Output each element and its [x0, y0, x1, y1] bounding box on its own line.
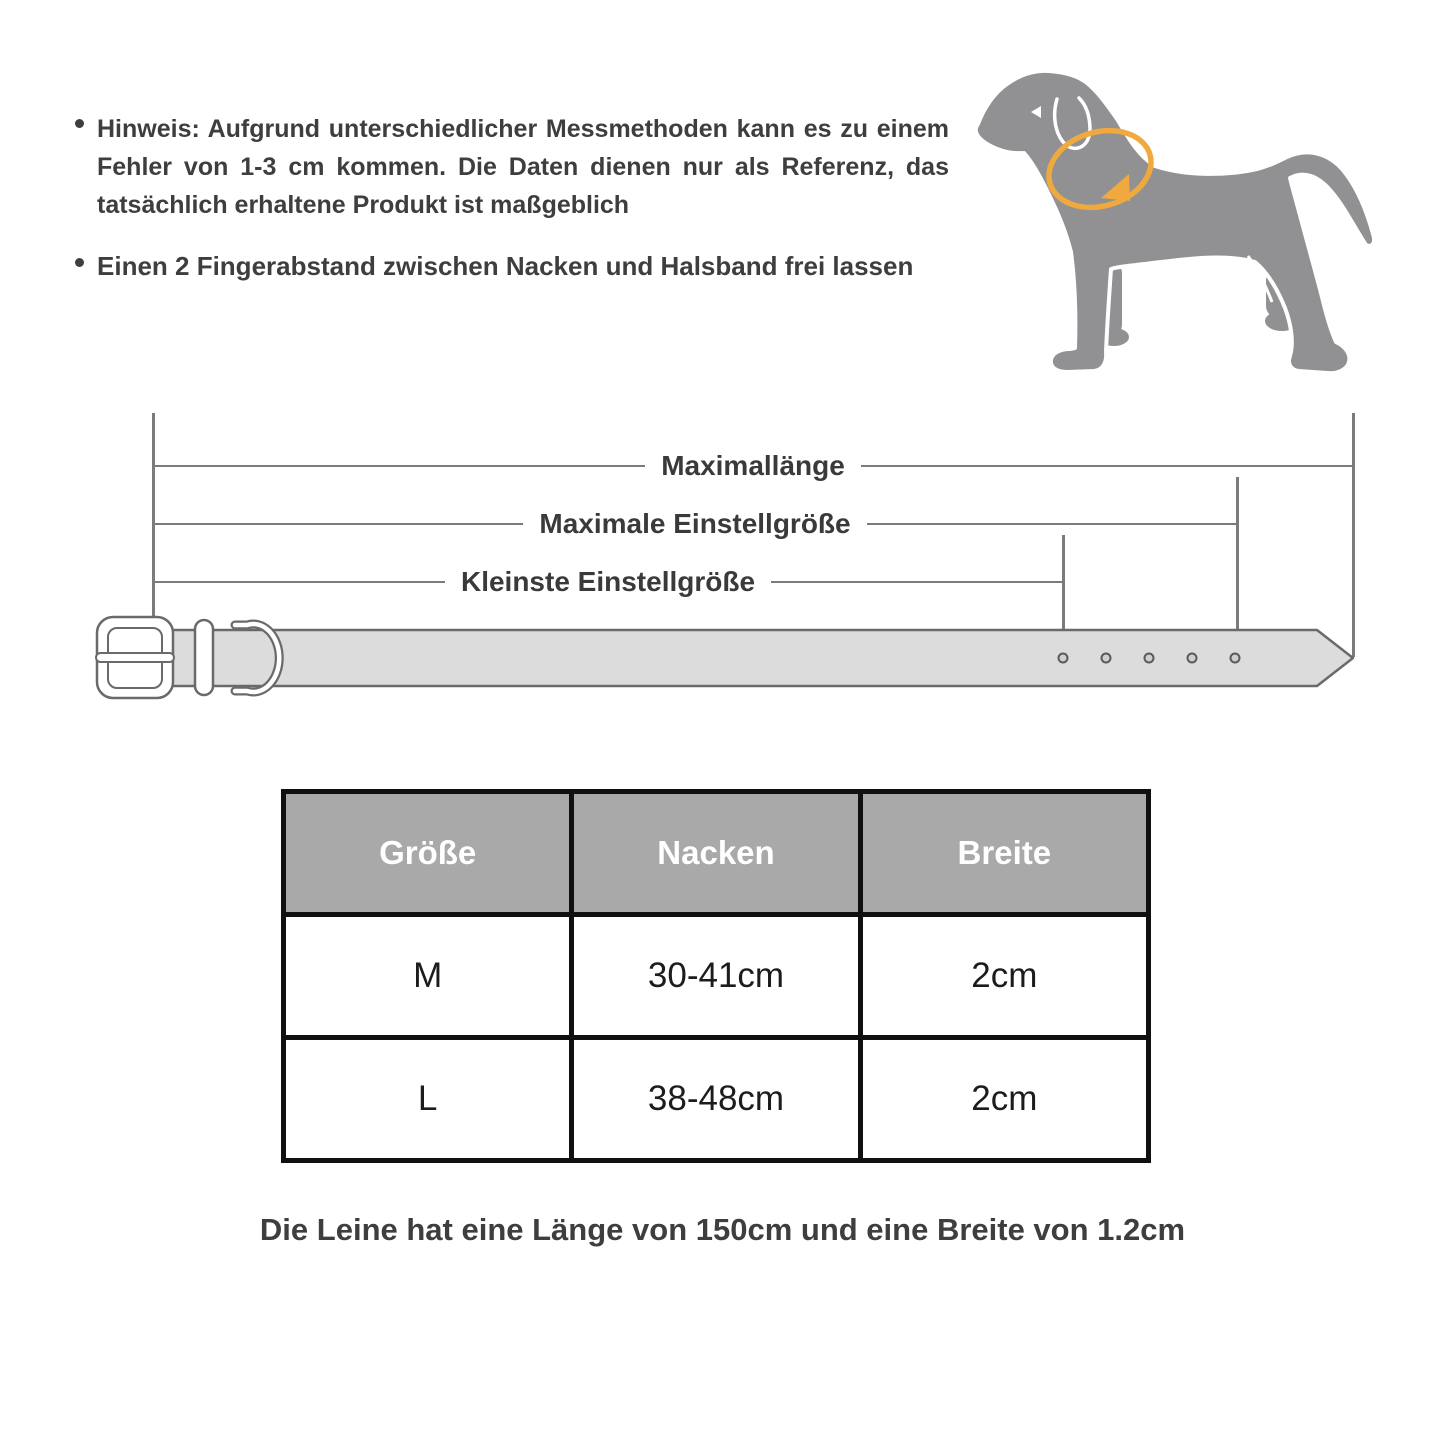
table-header-cell: Größe — [286, 794, 569, 912]
dim-line — [861, 465, 1353, 468]
dim-line — [867, 523, 1237, 526]
bullet-dot-icon — [75, 258, 84, 267]
table-cell: 2cm — [863, 917, 1146, 1035]
dim-row-max-length — [153, 448, 1353, 484]
dim-row-max-adjust — [153, 506, 1237, 542]
tip-line: Einen 2 Fingerabstand zwischen Nacken und Halsband frei lassen — [97, 251, 914, 281]
measurement-diagram — [0, 410, 1445, 710]
tip-bullet — [97, 249, 997, 283]
table-cell: 2cm — [863, 1040, 1146, 1158]
dim-label: Kleinste Einstellgröße — [460, 566, 756, 597]
dim-line — [153, 465, 645, 468]
table-header-cell: Breite — [863, 794, 1146, 912]
collar-keeper — [195, 620, 213, 695]
strap-hole — [1059, 654, 1068, 663]
dog-body — [976, 71, 1374, 373]
dim-label: Maximallänge — [661, 450, 845, 481]
note-line: Hinweis: Aufgrund unterschiedlicher Messmethoden kann es zu einem — [97, 115, 949, 143]
table-cell: 38-48cm — [574, 1040, 857, 1158]
buckle-prong — [96, 653, 174, 662]
strap-hole — [1188, 654, 1197, 663]
strap-hole — [1145, 654, 1154, 663]
note-line: Fehler von 1-3 cm kommen. Die Daten dienen nur als Referenz, das — [97, 153, 949, 181]
table-cell: 30-41cm — [574, 917, 857, 1035]
dim-label: Maximale Einstellgröße — [539, 508, 851, 539]
table-cell: M — [286, 917, 569, 1035]
leash-note: Die Leine hat eine Länge von 150cm und eine Breite von 1.2cm — [259, 1212, 1186, 1247]
note-line: tatsächlich erhaltene Produkt ist maßgeblich — [97, 191, 630, 219]
bullet-dot-icon — [75, 119, 84, 128]
collar-illustration — [90, 615, 1365, 710]
note-bullet — [97, 110, 949, 224]
table-cell: L — [286, 1040, 569, 1158]
table-header-cell: Nacken — [574, 794, 857, 912]
collar-strap — [150, 630, 1353, 686]
dim-line — [771, 581, 1063, 584]
strap-hole — [1231, 654, 1240, 663]
dim-row-min-adjust — [153, 564, 1063, 600]
dim-line — [153, 581, 445, 584]
dim-line — [153, 523, 523, 526]
dog-silhouette-icon — [948, 58, 1388, 418]
size-table — [281, 789, 1151, 1163]
strap-hole — [1102, 654, 1111, 663]
